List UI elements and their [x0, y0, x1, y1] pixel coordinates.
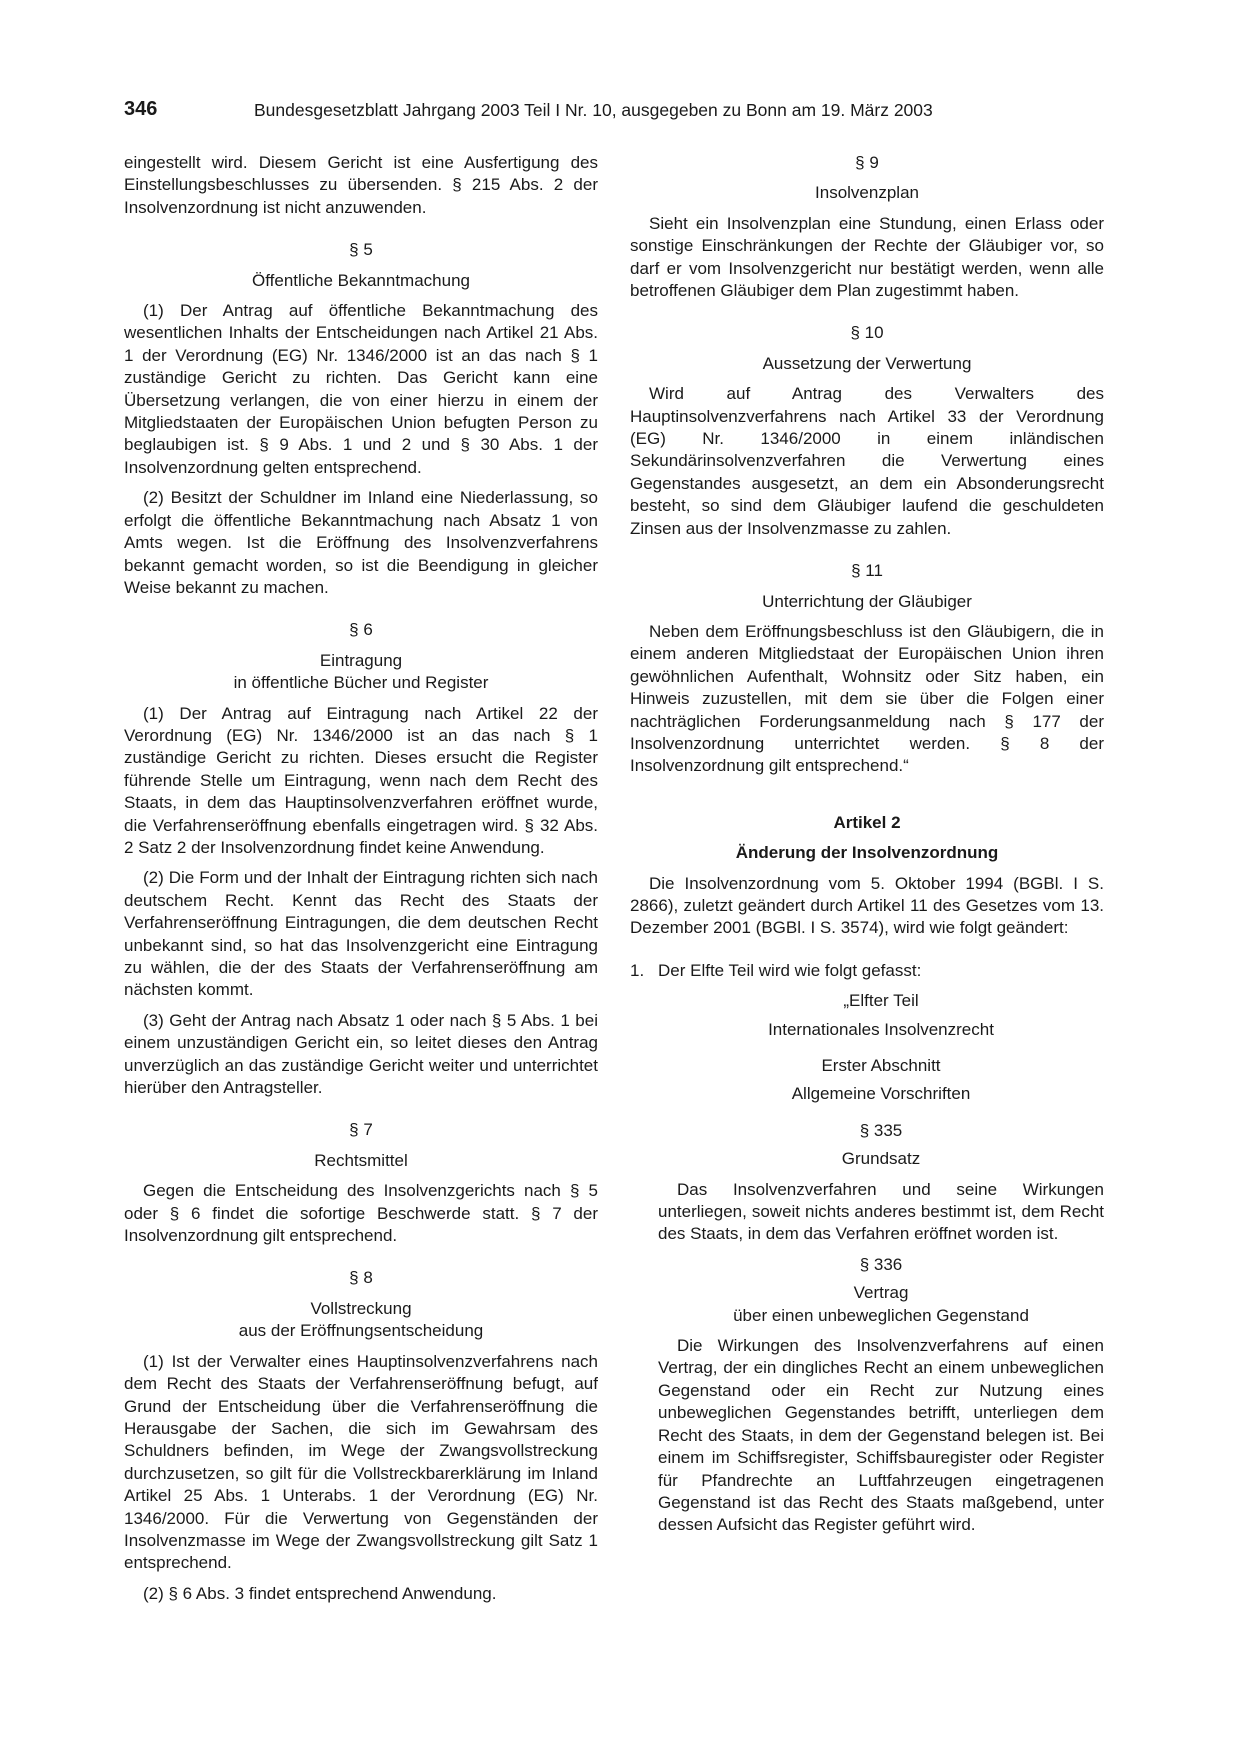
page-number: 346	[124, 98, 158, 120]
page-header	[124, 98, 1124, 126]
paragraph: Die Wirkungen des Insolvenzverfahrens auf einen Vertrag, der ein dingliches Recht an einem unbeweglichen Gegenstand oder ein Recht zur Nutzung eines unbeweglichen Gegenstandes betrifft, unterliegen dem Recht des Staats, in dem der Gegenstand belegen ist. Bei einem im Schiffsregister, Schiffsbauregister oder Register für Pfandrechte an Luftfahrzeugen eingetragenen Gegenstand ist das Recht des Staats maßgebend, unter dessen Aufsicht das Register geführt wird.	[658, 1336, 1104, 1535]
list-item-text: Der Elfte Teil wird wie folgt gefasst:	[658, 960, 922, 980]
running-title: Bundesgesetzblatt Jahrgang 2003 Teil I Nr. 10, ausgegeben zu Bonn am 19. März 2003	[254, 100, 933, 120]
article-number: Artikel 2	[833, 812, 901, 832]
section-title: Rechtsmittel	[314, 1150, 408, 1170]
paragraph: (1) Der Antrag auf öffentliche Bekanntmachung des wesentlichen Inhalts der Entscheidungen nach Artikel 21 Abs. 1 der Verordnung (EG) Nr. 1346/2000 ist an das nach § 1 zuständige Gericht zu richten. Das Gericht kann eine Übersetzung verlangen, die von einer hierzu in einem der Mitgliedstaaten der Europäischen Union befugten Person zu beglaubigen ist. § 9 Abs. 1 und 2 und § 30 Abs. 1 der Insolvenzordnung gelten entsprechend.	[124, 301, 598, 477]
section-title: Vollstreckung	[310, 1298, 412, 1318]
section-title-line2: in öffentliche Bücher und Register	[233, 673, 489, 693]
paragraph: Die Insolvenzordnung vom 5. Oktober 1994 (BGBl. I S. 2866), zuletzt geändert durch Artikel 11 des Gesetzes vom 13. Dezember 2001 (BGBl. I S. 3574), wird wie folgt geändert:	[630, 873, 1104, 938]
paragraph: Wird auf Antrag des Verwalters des Hauptinsolvenzverfahrens nach Artikel 33 der Verordnung (EG) Nr. 1346/2000 in einem inländischen Sekundärinsolvenzverfahren die Verwertung eines Gegenstandes ausgesetzt, an dem ein Absonderungsrecht besteht, so sind dem Gläubiger laufend die geschuldeten Zinsen aus der Insolvenzmasse zu zahlen.	[630, 384, 1104, 538]
paragraph: Neben dem Eröffnungsbeschluss ist den Gläubigern, die in einem anderen Mitgliedstaat der Europäischen Union ihren gewöhnlichen Aufenthalt, Wohnsitz oder Sitz haben, ein Hinweis zuzustellen, mit dem sie über die Folgen einer nachträglichen Forderungsanmeldung nach § 177 der Insolvenzordnung unterrichtet werden. § 8 der Insolvenzordnung gilt entsprechend.“	[630, 621, 1104, 776]
section-title: Eintragung	[319, 650, 403, 670]
section-number: § 336	[859, 1254, 903, 1274]
list-item-number: 1.	[630, 960, 645, 980]
paragraph: (2) Die Form und der Inhalt der Eintragung richten sich nach deutschem Recht. Kennt das Recht des Staats der Verfahrenseröffnung Eintragungen, die dem deutschen Recht unbekannt sind, so hat das Insolvenzgericht eine Eintragung zu wählen, die der des Staats der Verfahrenseröffnung am nächsten kommt.	[124, 868, 598, 1000]
section-number: § 335	[859, 1120, 903, 1140]
article-title: Änderung der Insolvenzordnung	[735, 843, 999, 863]
section-number: § 9	[855, 153, 879, 172]
section-number: § 8	[349, 1268, 373, 1288]
section-number: § 5	[349, 240, 373, 260]
part-title: Internationales Insolvenzrecht	[768, 1019, 994, 1039]
right-column	[630, 152, 1104, 1545]
amendment-text	[658, 990, 1104, 1537]
section-title: Unterrichtung der Gläubiger	[762, 591, 972, 611]
section-number: § 11	[851, 561, 883, 581]
paragraph: Gegen die Entscheidung des Insolvenzgerichts nach § 5 oder § 6 findet die sofortige Beschwerde statt. § 7 der Insolvenzordnung gilt entsprechend.	[124, 1181, 598, 1246]
paragraph: (2) Besitzt der Schuldner im Inland eine Niederlassung, so erfolgt die öffentliche Bekanntmachung nach Absatz 1 von Amts wegen. Ist die Eröffnung des Insolvenzverfahrens bekannt gemacht worden, so ist die Beendigung in gleicher Weise bekannt zu machen.	[124, 488, 598, 597]
section-title: Insolvenzplan	[815, 183, 919, 203]
paragraph: (1) Der Antrag auf Eintragung nach Artikel 22 der Verordnung (EG) Nr. 1346/2000 ist an das nach § 1 zuständige Gericht zu richten. Dieses ersucht die Register führende Stelle um Eintragung, wenn nach dem Recht des Staats, in dem das Hauptinsolvenzverfahren eröffnet wurde, die Verfahrenseröffnung ebenfalls eingetragen wird. § 32 Abs. 2 Satz 2 der Insolvenzordnung findet keine Anwendung.	[124, 703, 598, 857]
left-column	[124, 152, 598, 1613]
section-title-line2: aus der Eröffnungsentscheidung	[238, 1321, 484, 1341]
section-number: § 7	[349, 1120, 373, 1140]
chapter-title: Allgemeine Vorschriften	[791, 1084, 971, 1104]
chapter-heading: Erster Abschnitt	[821, 1056, 941, 1075]
section-title-line2: über einen unbeweglichen Gegenstand	[733, 1305, 1029, 1325]
paragraph: (3) Geht der Antrag nach Absatz 1 oder nach § 5 Abs. 1 bei einem unzuständigen Gericht ein, so leitet dieses den Antrag unverzüglich an das zuständige Gericht weiter und unterrichtet hierüber den Antragsteller.	[124, 1010, 598, 1098]
list-item	[630, 960, 1104, 982]
section-title: Aussetzung der Verwertung	[762, 353, 972, 373]
paragraph: (1) Ist der Verwalter eines Hauptinsolvenzverfahrens nach dem Recht des Staats der Verfahrenseröffnung befugt, auf Grund der Entscheidung über die Verfahrenseröffnung die Herausgabe der Sachen, die sich im Gewahrsam des Schuldners befinden, im Wege der Zwangsvollstreckung durchzusetzen, so gilt für die Vollstreckbarerklärung im Inland Artikel 25 Abs. 1 Unterabs. 1 der Verordnung (EG) Nr. 1346/2000. Für die Verwertung von Gegenständen der Insolvenzmasse im Wege der Zwangsvollstreckung gilt Satz 1 entsprechend.	[124, 1351, 598, 1573]
intro-paragraph: eingestellt wird. Diesem Gericht ist eine Ausfertigung des Einstellungsbeschlusses zu übersenden. § 215 Abs. 2 der Insolvenzordnung ist nicht anzuwenden.	[124, 153, 598, 217]
part-heading: „Elfter Teil	[843, 991, 919, 1011]
paragraph: Sieht ein Insolvenzplan eine Stundung, einen Erlass oder sonstige Einschränkungen der Rechte der Gläubiger vor, so darf er vom Insolvenzgericht nur bestätigt werden, wenn alle betroffenen Gläubiger dem Plan zugestimmt haben.	[630, 213, 1104, 301]
paragraph: (2) § 6 Abs. 3 findet entsprechend Anwendung.	[143, 1583, 497, 1603]
paragraph: Das Insolvenzverfahren und seine Wirkungen unterliegen, soweit nichts anderes bestimmt ist, dem Recht des Staats, in dem das Verfahren eröffnet worden ist.	[658, 1179, 1104, 1244]
section-number: § 10	[850, 323, 884, 343]
section-title: Vertrag	[853, 1283, 909, 1303]
section-number: § 6	[349, 620, 373, 640]
section-title: Grundsatz	[841, 1149, 921, 1169]
section-title: Öffentliche Bekanntmachung	[252, 270, 470, 290]
